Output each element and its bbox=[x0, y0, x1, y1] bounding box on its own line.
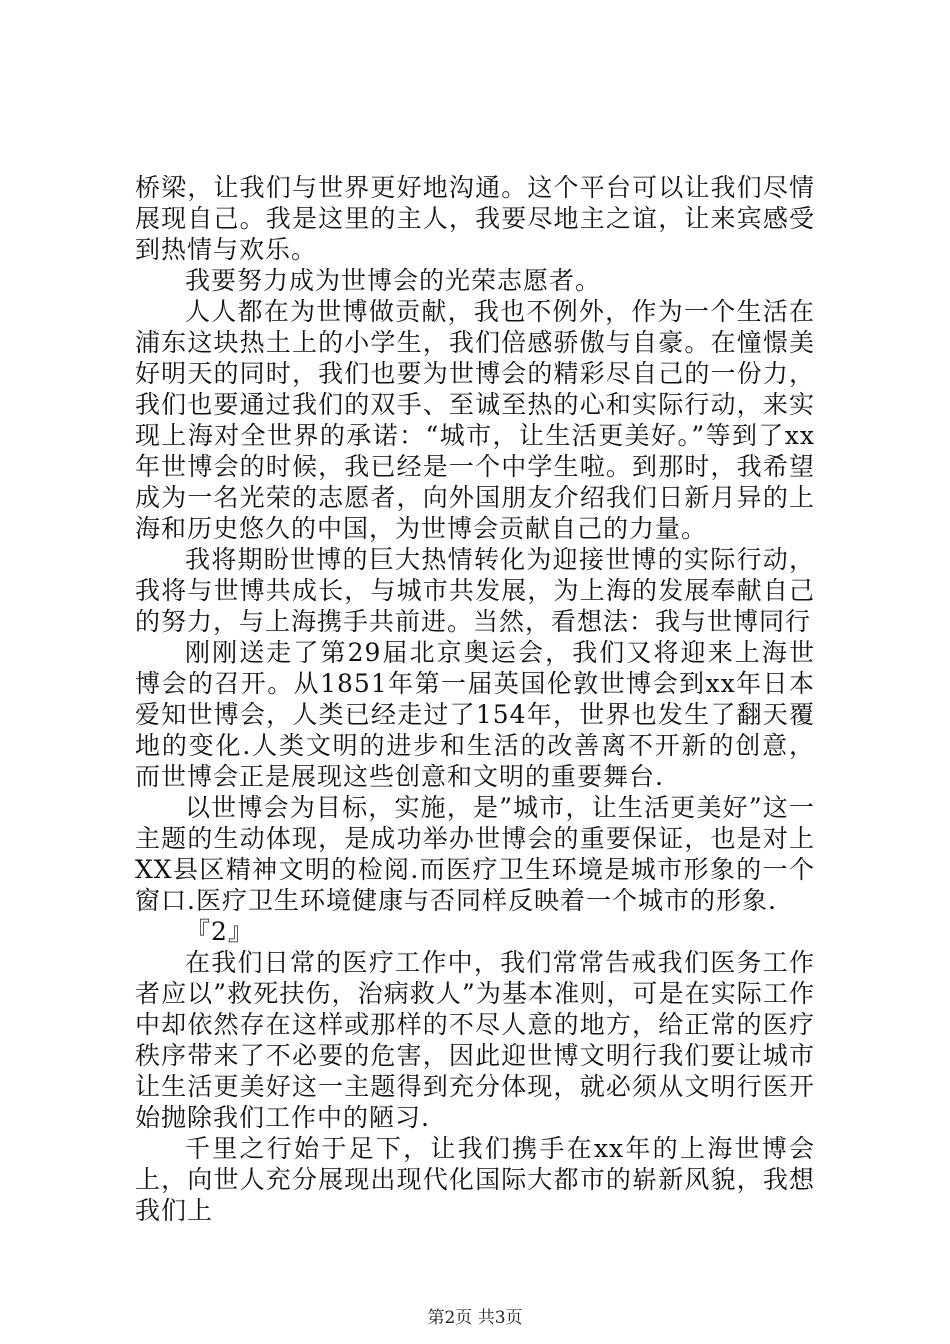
section-marker: 『2』 bbox=[185, 917, 254, 946]
paragraph-6: 以世博会为目标，实施，是”城市，让生活更美好”这一主题的生动体现，是成功举办世博会的重要保证，也是对上XX县区精神文明的检阅.而医疗卫生环境是城市形象的一个窗口.医疗卫生环境健康与否同样反映着一个城市的形象. bbox=[135, 793, 815, 915]
paragraph-3: 人人都在为世博做贡献，我也不例外，作为一个生活在浦东这块热土上的小学生，我们倍感骄傲与自豪。在憧憬美好明天的同时，我们也要为世博会的精彩尽自己的一份力，我们也要通过我们的双手、至诚至热的心和实际行动，来实现上海对全世界的承诺：“城市，让生活更美好。”等到了xx年世博会的时候，我已经是一个中学生啦。到那时，我希望成为一名光荣的志愿者，向外国朋友介绍我们日新月异的上海和历史悠久的中国，为世博会贡献自己的力量。 bbox=[135, 297, 815, 543]
paragraph-1: 桥梁，让我们与世界更好地沟通。这个平台可以让我们尽情展现自己。我是这里的主人，我要尽地主之谊，让来宾感受到热情与欢乐。 bbox=[135, 173, 815, 264]
paragraph-7: 在我们日常的医疗工作中，我们常常告戒我们医务工作者应以”救死扶伤，治病救人”为基本准则，可是在实际工作中却依然存在这样或那样的不尽人意的地方，给正常的医疗秩序带来了不必要的危害，因此迎世博文明行我们要让城市让生活更美好这一主题得到充分体现，就必须从文明行医开始抛除我们工作中的陋习. bbox=[135, 948, 815, 1132]
document-body bbox=[135, 172, 815, 1226]
paragraph-8: 千里之行始于足下，让我们携手在xx年的上海世博会上，向世人充分展现出现代化国际大都市的崭新风貌，我想我们上 bbox=[135, 1134, 815, 1225]
page-number-footer: 第2页 共3页 bbox=[427, 1308, 523, 1328]
paragraph-5: 刚刚送走了第29届北京奥运会，我们又将迎来上海世博会的召开。从1851年第一届英国伦敦世博会到xx年日本爱知世博会，人类已经走过了154年，世界也发生了翻天覆地的变化.人类文明的进步和生活的改善离不开新的创意，而世博会正是展现这些创意和文明的重要舞台. bbox=[135, 638, 815, 791]
paragraph-4: 我将期盼世博的巨大热情转化为迎接世博的实际行动，我将与世博共成长，与城市共发展，为上海的发展奉献自己的努力，与上海携手共前进。当然，看想法：我与世博同行 bbox=[135, 545, 815, 636]
paragraph-2: 我要努力成为世博会的光荣志愿者。 bbox=[185, 266, 602, 295]
